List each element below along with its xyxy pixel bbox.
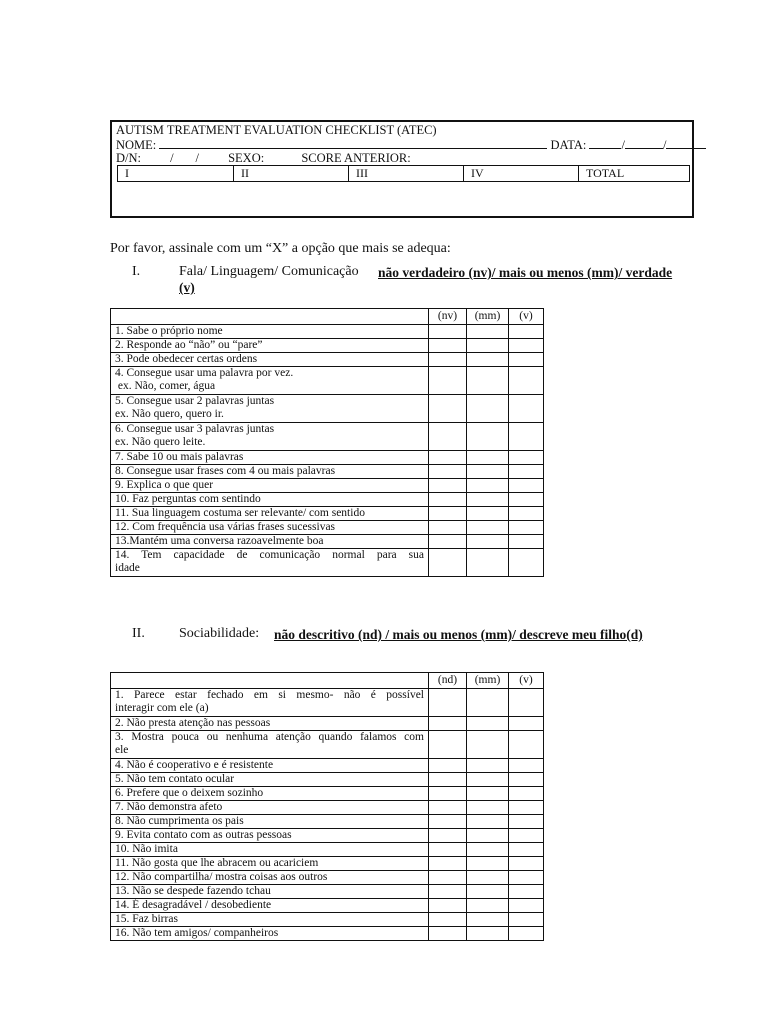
answer-box[interactable]: [429, 717, 467, 731]
answer-box[interactable]: [509, 885, 544, 899]
answer-box[interactable]: [467, 913, 509, 927]
table-row: [111, 339, 544, 353]
table-row: [111, 465, 544, 479]
answer-box[interactable]: [509, 731, 544, 759]
answer-box[interactable]: [509, 759, 544, 773]
col-header-v: (v): [509, 309, 544, 325]
table-row: [111, 815, 544, 829]
table-row: [111, 717, 544, 731]
answer-box[interactable]: [467, 367, 509, 395]
table-row: [111, 773, 544, 787]
answer-box[interactable]: [509, 339, 544, 353]
answer-box[interactable]: [429, 857, 467, 871]
answer-box[interactable]: [509, 465, 544, 479]
answer-box[interactable]: [467, 717, 509, 731]
table-row: [111, 395, 544, 423]
table-row: [111, 689, 544, 717]
answer-box[interactable]: [429, 367, 467, 395]
item-label: 6. Consegue usar 3 palavras juntas: [115, 423, 275, 435]
score-col-ii[interactable]: II: [234, 166, 349, 181]
section2-table: [110, 672, 544, 941]
answer-box[interactable]: [509, 899, 544, 913]
item-label: 5. Não tem contato ocular: [115, 773, 235, 785]
item-text-cell: [111, 549, 429, 577]
nome-field[interactable]: [159, 137, 547, 149]
answer-box[interactable]: [429, 451, 467, 465]
item-text-cell: [111, 801, 429, 815]
col-header-nv: (nv): [429, 309, 467, 325]
nome-label: NOME:: [116, 138, 157, 152]
item-text-cell: [111, 885, 429, 899]
answer-box[interactable]: [429, 507, 467, 521]
item-label: 5. Consegue usar 2 palavras juntas: [115, 395, 275, 407]
item-label-cont: ex. Não quero leite.: [115, 436, 206, 448]
section1-table: [110, 308, 544, 577]
answer-box[interactable]: [467, 479, 509, 493]
answer-box[interactable]: [467, 423, 509, 451]
answer-box[interactable]: [509, 871, 544, 885]
answer-box[interactable]: [467, 521, 509, 535]
item-label: 2. Não presta atenção nas pessoas: [115, 717, 271, 729]
item-text-cell: [111, 339, 429, 353]
answer-box[interactable]: [429, 521, 467, 535]
answer-box[interactable]: [509, 829, 544, 843]
answer-box[interactable]: [429, 885, 467, 899]
answer-box[interactable]: [429, 871, 467, 885]
section2-number: II.: [132, 626, 145, 641]
answer-box[interactable]: [467, 801, 509, 815]
item-label: 11. Não gosta que lhe abracem ou acariciem: [115, 857, 319, 869]
item-label-cont: ex. Não quero, quero ir.: [115, 408, 224, 420]
item-header: [111, 673, 429, 689]
section1-scale: não verdadeiro (nv)/ mais ou menos (mm)/ verdade: [378, 265, 673, 280]
answer-box[interactable]: [467, 395, 509, 423]
sexo-label: SEXO:: [228, 151, 265, 165]
item-label: 12. Não compartilha/ mostra coisas aos outros: [115, 871, 328, 883]
item-label: 1. Sabe o próprio nome: [115, 325, 223, 337]
answer-box[interactable]: [509, 927, 544, 941]
answer-box[interactable]: [467, 927, 509, 941]
answer-box[interactable]: [467, 353, 509, 367]
answer-box[interactable]: [509, 689, 544, 717]
item-text-cell: [111, 325, 429, 339]
answer-box[interactable]: [467, 787, 509, 801]
answer-box[interactable]: [509, 857, 544, 871]
data-label: DATA:: [550, 138, 587, 152]
item-text-cell: [111, 451, 429, 465]
answer-box[interactable]: [467, 899, 509, 913]
answer-box[interactable]: [467, 507, 509, 521]
item-label: 13. Não se despede fazendo tchau: [115, 885, 271, 897]
item-label: 9. Explica o que quer: [115, 479, 214, 491]
answer-box[interactable]: [509, 507, 544, 521]
item-text-cell: [111, 479, 429, 493]
item-label-cont: ex. Não, comer, água: [115, 380, 216, 392]
item-label: 6. Prefere que o deixem sozinho: [115, 787, 264, 799]
item-text-cell: [111, 367, 429, 395]
answer-box[interactable]: [467, 759, 509, 773]
item-text-cell: [111, 535, 429, 549]
answer-box[interactable]: [429, 801, 467, 815]
answer-box[interactable]: [509, 815, 544, 829]
answer-box[interactable]: [509, 801, 544, 815]
table-row: [111, 479, 544, 493]
answer-box[interactable]: [467, 535, 509, 549]
score-col-i[interactable]: I: [118, 166, 234, 181]
answer-box[interactable]: [429, 549, 467, 577]
answer-box[interactable]: [467, 549, 509, 577]
answer-box[interactable]: [509, 787, 544, 801]
data-day-field[interactable]: [589, 137, 621, 149]
answer-box[interactable]: [429, 913, 467, 927]
section1-items: [111, 325, 544, 577]
table-row: [111, 353, 544, 367]
table-row: [111, 787, 544, 801]
answer-box[interactable]: [429, 843, 467, 857]
item-label: 3. Mostra pouca ou nenhuma atenção quando falamos com: [115, 731, 424, 743]
item-text-cell: [111, 857, 429, 871]
answer-box[interactable]: [429, 773, 467, 787]
item-label: 9. Evita contato com as outras pessoas: [115, 829, 292, 841]
answer-box[interactable]: [509, 353, 544, 367]
item-text-cell: [111, 871, 429, 885]
table-row: [111, 899, 544, 913]
table-row: [111, 913, 544, 927]
item-label: 14. Tem capacidade de comunicação normal para sua: [115, 549, 424, 561]
answer-box[interactable]: [429, 465, 467, 479]
item-text-cell: [111, 759, 429, 773]
form-title: AUTISM TREATMENT EVALUATION CHECKLIST (ATEC): [116, 123, 437, 137]
score-col-total[interactable]: TOTAL: [586, 166, 625, 180]
answer-box[interactable]: [467, 815, 509, 829]
answer-box[interactable]: [429, 829, 467, 843]
item-label: 13.Mantém uma conversa razoavelmente boa: [115, 535, 324, 547]
col-header-v: (v): [509, 673, 544, 689]
answer-box[interactable]: [429, 731, 467, 759]
answer-box[interactable]: [509, 773, 544, 787]
score-col-iii[interactable]: III: [349, 166, 464, 181]
section2-items: [111, 689, 544, 941]
item-label: 4. Consegue usar uma palavra por vez.: [115, 367, 294, 379]
table-row: [111, 829, 544, 843]
answer-box[interactable]: [509, 493, 544, 507]
answer-box[interactable]: [429, 927, 467, 941]
answer-box[interactable]: [429, 339, 467, 353]
item-text-cell: [111, 927, 429, 941]
table-row: [111, 507, 544, 521]
answer-box[interactable]: [509, 843, 544, 857]
item-label: 7. Não demonstra afeto: [115, 801, 223, 813]
answer-box[interactable]: [467, 493, 509, 507]
item-text-cell: [111, 465, 429, 479]
answer-box[interactable]: [509, 717, 544, 731]
answer-box[interactable]: [429, 479, 467, 493]
answer-box[interactable]: [429, 325, 467, 339]
answer-box[interactable]: [467, 843, 509, 857]
answer-box[interactable]: [467, 451, 509, 465]
score-col-iv[interactable]: IV: [464, 166, 579, 181]
item-text-cell: [111, 395, 429, 423]
table-header-row: [111, 309, 544, 325]
item-header: [111, 309, 429, 325]
answer-box[interactable]: [429, 353, 467, 367]
answer-box[interactable]: [429, 535, 467, 549]
table-row: [111, 801, 544, 815]
answer-box[interactable]: [467, 325, 509, 339]
answer-box[interactable]: [429, 423, 467, 451]
answer-box[interactable]: [467, 829, 509, 843]
item-label: 1. Parece estar fechado em si mesmo- não é possível: [115, 689, 424, 701]
answer-box[interactable]: [509, 535, 544, 549]
item-text-cell: [111, 423, 429, 451]
table-header-row: [111, 673, 544, 689]
answer-box[interactable]: [429, 815, 467, 829]
table-row: [111, 367, 544, 395]
section1-scale-cont: (v): [179, 280, 195, 295]
item-label: 8. Não cumprimenta os pais: [115, 815, 244, 827]
dn-row: [116, 151, 411, 165]
item-label: 8. Consegue usar frases com 4 ou mais palavras: [115, 465, 336, 477]
answer-box[interactable]: [429, 395, 467, 423]
item-label-cont: idade: [115, 562, 140, 574]
item-label: 7. Sabe 10 ou mais palavras: [115, 451, 244, 463]
item-text-cell: [111, 829, 429, 843]
table-row: [111, 857, 544, 871]
item-label: 4. Não é cooperativo e é resistente: [115, 759, 274, 771]
col-header-mm: (mm): [467, 309, 509, 325]
answer-box[interactable]: [429, 899, 467, 913]
item-text-cell: [111, 731, 429, 759]
col-header-mm: (mm): [467, 673, 509, 689]
item-label: 2. Responde ao “não” ou “pare”: [115, 339, 263, 351]
table-row: [111, 535, 544, 549]
answer-box[interactable]: [467, 857, 509, 871]
answer-box[interactable]: [429, 493, 467, 507]
nome-row: NOME: DATA: / /: [116, 137, 706, 152]
item-text-cell: [111, 787, 429, 801]
item-label-cont: interagir com ele (a): [115, 702, 209, 714]
answer-box[interactable]: [429, 759, 467, 773]
header-box: [110, 120, 694, 218]
answer-box[interactable]: [509, 423, 544, 451]
item-text-cell: [111, 899, 429, 913]
item-text-cell: [111, 493, 429, 507]
answer-box[interactable]: [467, 465, 509, 479]
table-row: [111, 493, 544, 507]
item-label-cont: ele: [115, 744, 129, 756]
answer-box[interactable]: [467, 689, 509, 717]
answer-box[interactable]: [467, 871, 509, 885]
item-label: 16. Não tem amigos/ companheiros: [115, 927, 279, 939]
table-row: [111, 731, 544, 759]
score-anterior-label: SCORE ANTERIOR:: [301, 151, 411, 165]
item-label: 10. Não imita: [115, 843, 178, 855]
table-row: [111, 885, 544, 899]
section1-number: I.: [132, 264, 141, 279]
table-row: [111, 451, 544, 465]
table-row: [111, 759, 544, 773]
item-label: 11. Sua linguagem costuma ser relevante/ com sentido: [115, 507, 365, 519]
table-row: [111, 423, 544, 451]
dn-label: D/N:: [116, 151, 141, 165]
item-text-cell: [111, 913, 429, 927]
answer-box[interactable]: [509, 521, 544, 535]
item-text-cell: [111, 717, 429, 731]
item-text-cell: [111, 843, 429, 857]
section2-scale: não descritivo (nd) / mais ou menos (mm)/ descreve meu filho(d): [274, 627, 643, 642]
answer-box[interactable]: [467, 885, 509, 899]
answer-box[interactable]: [429, 787, 467, 801]
item-text-cell: [111, 773, 429, 787]
table-row: [111, 549, 544, 577]
answer-box[interactable]: [467, 731, 509, 759]
answer-box[interactable]: [509, 549, 544, 577]
section1-title: Fala/ Linguagem/ Comunicação: [179, 264, 359, 279]
table-row: [111, 927, 544, 941]
answer-box[interactable]: [509, 913, 544, 927]
answer-box[interactable]: [509, 451, 544, 465]
answer-box[interactable]: [467, 773, 509, 787]
item-text-cell: [111, 815, 429, 829]
item-text-cell: [111, 689, 429, 717]
item-label: 12. Com frequência usa várias frases sucessivas: [115, 521, 336, 533]
item-label: 3. Pode obedecer certas ordens: [115, 353, 258, 365]
item-label: 14. É desagradável / desobediente: [115, 899, 272, 911]
item-text-cell: [111, 507, 429, 521]
answer-box[interactable]: [509, 479, 544, 493]
answer-box[interactable]: [429, 689, 467, 717]
table-row: [111, 871, 544, 885]
item-text-cell: [111, 353, 429, 367]
answer-box[interactable]: [509, 395, 544, 423]
item-label: 10. Faz perguntas com sentindo: [115, 493, 261, 505]
data-year-field[interactable]: [666, 137, 706, 149]
answer-box[interactable]: [509, 367, 544, 395]
instruction-text: Por favor, assinale com um “X” a opção que mais se adequa:: [110, 241, 451, 256]
table-row: [111, 325, 544, 339]
table-row: [111, 843, 544, 857]
table-row: [111, 521, 544, 535]
score-grid: [117, 165, 690, 182]
answer-box[interactable]: [467, 339, 509, 353]
item-text-cell: [111, 521, 429, 535]
item-label: 15. Faz birras: [115, 913, 178, 925]
col-header-nd: (nd): [429, 673, 467, 689]
answer-box[interactable]: [509, 325, 544, 339]
data-month-field[interactable]: [625, 137, 663, 149]
section2-title: Sociabilidade:: [179, 626, 260, 641]
dn-field[interactable]: / /: [170, 151, 199, 165]
